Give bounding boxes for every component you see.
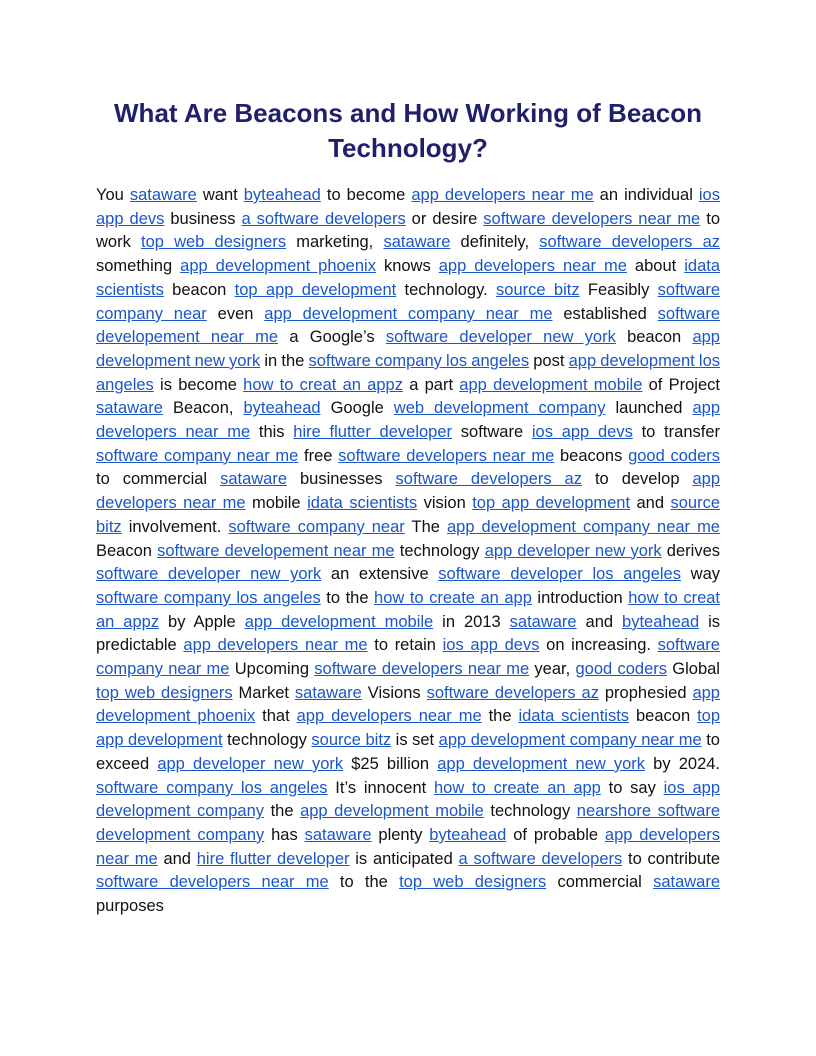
body-text-run: to the [320,588,375,607]
keyword-link[interactable]: software company near me [96,636,720,679]
body-text-run: to develop [581,470,693,489]
body-text-run: to retain [367,636,443,655]
keyword-link[interactable]: software company los angeles [96,778,328,797]
body-text-run: in 2013 [433,612,510,631]
keyword-link[interactable]: how to create an app [374,588,532,607]
body-text-run: to work [96,209,720,252]
keyword-link[interactable]: source bitz [311,731,392,750]
body-text-run: and [630,494,671,513]
body-text-run: introduction [531,588,629,607]
keyword-link[interactable]: app development new york [96,328,720,370]
keyword-link[interactable]: software developers az [426,683,599,702]
keyword-link[interactable]: byteahead [243,399,321,418]
body-text-run: want [196,186,244,204]
body-text-run: definitely, [450,233,540,252]
keyword-link[interactable]: software developer new york [96,565,322,584]
keyword-link[interactable]: a software developers [241,209,406,228]
keyword-link[interactable]: good coders [628,446,720,465]
keyword-link[interactable]: source bitz [96,494,721,536]
keyword-link[interactable]: ios app devs [531,423,633,442]
body-text-run: and [576,612,623,631]
body-text-run: beacon [615,328,693,347]
keyword-link[interactable]: software company los angeles [96,588,321,607]
keyword-link[interactable]: a software developers [458,849,623,868]
keyword-link[interactable]: software developer los angeles [438,565,681,584]
body-text-run: something [96,257,181,276]
body-text-run: Market [232,683,295,702]
body-text-run: Beacon [96,541,158,560]
body-text-run: post [529,351,569,370]
keyword-link[interactable]: software developers near me [483,209,701,228]
body-text-run: Global [667,660,720,679]
keyword-link[interactable]: idata scientists [307,494,418,513]
keyword-link[interactable]: sataware [129,186,197,204]
keyword-link[interactable]: how to create an app [434,778,601,797]
keyword-link[interactable]: top app development [472,494,631,513]
body-text-run: commercial [546,873,654,892]
keyword-link[interactable]: app development new york [437,754,646,773]
keyword-link[interactable]: app developers near me [438,257,627,276]
body-text-run: year, [529,660,576,679]
body-text-run: free [298,446,339,465]
body-text-run: software [452,423,532,442]
body-text-run: It’s innocent [327,778,434,797]
body-text-run: to become [320,186,412,204]
keyword-link[interactable]: software developers az [539,233,721,252]
keyword-link[interactable]: ios app devs [96,186,720,228]
body-text-run: that [255,707,297,726]
keyword-link[interactable]: app developers near me [96,825,720,868]
body-text-run: by 2024. [645,754,721,773]
keyword-link[interactable]: source bitz [496,280,580,299]
keyword-link[interactable]: how to creat an appz [96,588,721,631]
body-text-run: vision [417,494,473,513]
keyword-link[interactable]: top web designers [399,873,547,892]
keyword-link[interactable]: software developement near me [157,541,395,560]
keyword-link[interactable]: app development company near me [264,304,553,323]
keyword-link[interactable]: ios app devs [442,636,540,655]
keyword-link[interactable]: app developers near me [183,636,368,655]
body-text-run: Upcoming [229,660,315,679]
keyword-link[interactable]: software company near [228,517,405,536]
keyword-link[interactable]: sataware [96,399,163,418]
keyword-link[interactable]: idata scientists [96,257,721,299]
body-text-run: technology [394,541,485,560]
keyword-link[interactable]: idata scientists [518,707,630,726]
keyword-link[interactable]: app development company near me [446,517,720,536]
body-text-run: derives [661,541,720,560]
body-text-run: to the [328,873,400,892]
keyword-link[interactable]: app development mobile [300,802,484,821]
body-text-run: by Apple [159,612,245,631]
body-text-run: technology [483,802,577,821]
body-text-run: established [552,304,658,323]
body-text-run: is anticipated [349,849,459,868]
body-text-run: in the [260,351,309,370]
body-text-run: $25 billion [343,754,438,773]
keyword-link[interactable]: app developers near me [411,186,594,204]
body-text-run: this [250,423,294,442]
body-text-run: technology [222,731,312,750]
body-text-run: an individual [593,186,699,204]
keyword-link[interactable]: app developers near me [96,399,720,442]
keyword-link[interactable]: byteahead [622,612,700,631]
body-text-run: even [206,304,265,323]
document-title: What Are Beacons and How Working of Beacon Technology? [114,98,702,163]
body-text-run: to transfer [632,423,720,442]
keyword-link[interactable]: software developers near me [96,873,329,892]
body-text-run: the [264,802,301,821]
body-text-run: launched [605,399,693,418]
body-text-run: You [96,186,130,204]
keyword-link[interactable]: app development mobile [459,375,643,394]
body-text-run: and [157,849,197,868]
keyword-link[interactable]: nearshore software development company [96,802,721,844]
body-text-run: to commercial [96,470,221,489]
body-text-run: to say [600,778,664,797]
body-text-run: marketing, [286,233,384,252]
body-text-run: is predictable [96,612,720,655]
keyword-link[interactable]: app developer new york [157,754,344,773]
body-text-run: beacon [629,707,698,726]
body-text-run: prophesied [598,683,693,702]
body-text-run: Feasibly [579,280,658,299]
keyword-link[interactable]: top web designers [96,683,233,702]
body-text-run: has [264,825,305,844]
body-text-run: technology. [396,280,497,299]
body-text-run: is become [153,375,244,394]
keyword-link[interactable]: top app development [234,280,397,299]
keyword-link[interactable]: software developer new york [385,328,616,347]
body-text-run: about [626,257,685,276]
keyword-link[interactable]: software developers near me [338,446,555,465]
body-text-run: knows [375,257,439,276]
body-text-run: to exceed [96,731,720,773]
keyword-link[interactable]: app development phoenix [180,257,376,276]
keyword-link[interactable]: software company near me [96,446,299,465]
body-text-run: a Google’s [278,328,386,347]
body-text-run: beacon [163,280,235,299]
keyword-link[interactable]: software company los angeles [308,351,530,370]
body-text-run: purposes [96,897,164,916]
keyword-link[interactable]: good coders [575,660,667,679]
keyword-link[interactable]: app developers near me [96,470,720,513]
keyword-link[interactable]: web development company [393,399,606,418]
keyword-link[interactable]: hire flutter developer [293,423,453,442]
keyword-link[interactable]: top web designers [141,233,287,252]
keyword-link[interactable]: app development mobile [244,612,434,631]
body-text-run: Visions [361,683,427,702]
keyword-link[interactable]: app development los angeles [96,351,720,394]
body-text-run: the [481,707,519,726]
body-text-run: a part [402,375,460,394]
keyword-link[interactable]: sataware [220,470,288,489]
keyword-link[interactable]: app development company near me [438,731,702,750]
body-text-run: Beacon, [162,399,244,418]
keyword-link[interactable]: byteahead [429,825,507,844]
keyword-link[interactable]: software developement near me [96,304,720,347]
keyword-link[interactable]: app development phoenix [96,683,720,726]
body-text-run: businesses [287,470,396,489]
body-text-run: plenty [371,825,430,844]
keyword-link[interactable]: software developers near me [314,660,530,679]
body-text-run: way [681,565,721,584]
keyword-link[interactable]: sataware [653,873,721,892]
keyword-link[interactable]: app developers near me [296,707,482,726]
keyword-link[interactable]: sataware [304,825,372,844]
keyword-link[interactable]: ios app development company [96,778,721,821]
keyword-link[interactable]: software developers az [395,470,582,489]
keyword-link[interactable]: byteahead [243,186,321,204]
keyword-link[interactable]: sataware [383,233,451,252]
keyword-link[interactable]: how to creat an appz [243,375,403,394]
body-text-run: The [404,517,447,536]
keyword-link[interactable]: software company near [96,280,721,323]
body-text-run: an extensive [321,565,439,584]
body-text-run: beacons [554,446,629,465]
keyword-link[interactable]: sataware [509,612,577,631]
document-body-paragraph [96,184,720,919]
body-text-run: of Project [642,375,720,394]
body-text-run: on increasing. [539,636,658,655]
keyword-link[interactable]: hire flutter developer [196,849,350,868]
body-text-run: involvement. [121,517,229,536]
body-text-run: business [164,209,242,228]
body-text-run: to contribute [622,849,721,868]
body-text-run: mobile [245,494,308,513]
body-text-run: of probable [506,825,605,844]
keyword-link[interactable]: app developer new york [484,541,662,560]
body-text-run: or desire [405,209,484,228]
body-text-run: Google [320,399,394,418]
body-text-run: is set [391,731,439,750]
keyword-link[interactable]: sataware [294,683,362,702]
keyword-link[interactable]: top app development [96,707,720,750]
